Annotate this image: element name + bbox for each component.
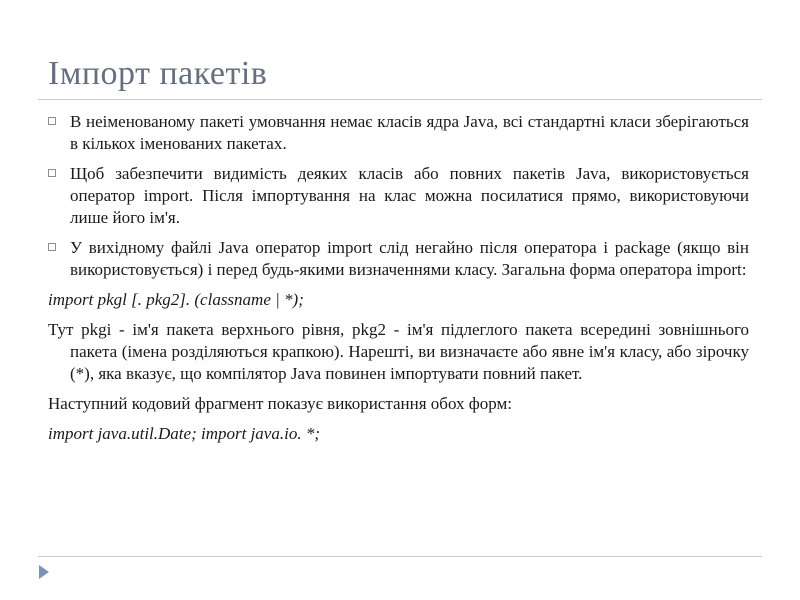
bullet-text: В неіменованому пакеті умовчання немає класів ядра Java, всі стандартні класи зберігаються в кількох іменованих пакетах. (70, 112, 749, 153)
import-syntax-line: import pkgl [. pkg2]. (classname | *); (48, 290, 304, 309)
slide-title: Імпорт пакетів (48, 55, 268, 92)
title-divider (38, 99, 762, 100)
bullet-item (48, 163, 749, 229)
bullet-item (48, 237, 749, 281)
bullet-text: Щоб забезпечити видимість деяких класів або повних пакетів Java, використовується оператор import. Після імпортування на клас можна посилатися прямо, використовуючи лише його ім'я. (70, 164, 749, 227)
slide-body (48, 111, 749, 453)
bullet-text: У вихідному файлі Java оператор import слід негайно після оператора і package (якщо він використовується) і перед будь-якими визначеннями класу. Загальна форма оператора import: (70, 238, 749, 279)
explanation-paragraph: Тут pkgi - ім'я пакета верхнього рівня, pkg2 - ім'я підлеглого пакета всередині зовнішнього пакета (імена розділяються крапкою). Нарешті, ви визначаєте або явне ім'я класу, або зірочку (*), яка вказує, що компілятор Java повинен імпортувати повний пакет. (48, 320, 749, 383)
example-code-line: import java.util.Date; import java.io. *; (48, 424, 320, 443)
hollow-square-bullet-icon (48, 243, 56, 251)
footer-divider (38, 556, 762, 557)
hollow-square-bullet-icon (48, 117, 56, 125)
bullet-item (48, 111, 749, 155)
hollow-square-bullet-icon (48, 169, 56, 177)
example-intro: Наступний кодовий фрагмент показує використання обох форм: (48, 394, 513, 413)
triangle-arrow-icon (39, 565, 49, 579)
